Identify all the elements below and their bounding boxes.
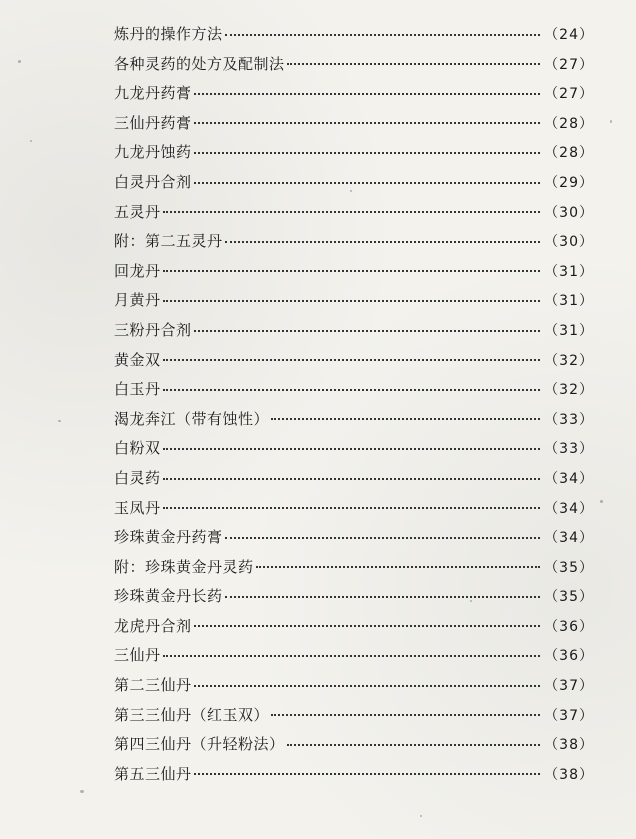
toc-entry-title: 第五三仙丹 bbox=[114, 764, 192, 783]
toc-entry-title: 第二三仙丹 bbox=[114, 676, 192, 695]
dot-leader bbox=[194, 685, 541, 687]
toc-entry[interactable] bbox=[114, 612, 594, 642]
toc-entry[interactable] bbox=[114, 79, 594, 109]
dot-leader bbox=[194, 625, 541, 627]
toc-entry-page: （34） bbox=[544, 470, 594, 487]
toc-entry-page: （35） bbox=[544, 589, 594, 606]
toc-entry-page: （35） bbox=[544, 559, 594, 576]
toc-entry-title: 白玉丹 bbox=[114, 380, 161, 399]
toc-entry-title: 各种灵药的处方及配制法 bbox=[114, 54, 285, 73]
toc-entry-title: 回龙丹 bbox=[114, 261, 161, 280]
dot-leader bbox=[287, 744, 541, 746]
dot-leader bbox=[225, 241, 541, 243]
dot-leader bbox=[163, 211, 541, 213]
paper-speck bbox=[80, 790, 84, 793]
dot-leader bbox=[225, 596, 541, 598]
toc-entry-page: （30） bbox=[544, 204, 594, 221]
toc-entry[interactable] bbox=[114, 286, 594, 316]
dot-leader bbox=[163, 478, 541, 480]
toc-entry[interactable] bbox=[114, 168, 594, 198]
dot-leader bbox=[194, 773, 541, 775]
toc-entry-title: 龙虎丹合剂 bbox=[114, 616, 192, 635]
dot-leader bbox=[194, 152, 541, 154]
toc-entry[interactable] bbox=[114, 582, 594, 612]
toc-entry[interactable] bbox=[114, 494, 594, 524]
toc-entry-title: 三粉丹合剂 bbox=[114, 320, 192, 339]
toc-entry-page: （31） bbox=[544, 293, 594, 310]
dot-leader bbox=[271, 418, 540, 420]
toc-entry-title: 附：第二五灵丹 bbox=[114, 232, 223, 251]
toc-entry-title: 炼丹的操作方法 bbox=[114, 25, 223, 43]
toc-entry[interactable] bbox=[114, 553, 594, 583]
toc-entry-title: 五灵丹 bbox=[114, 202, 161, 221]
dot-leader bbox=[271, 714, 540, 716]
toc-entry-page: （29） bbox=[544, 174, 594, 191]
toc-entry[interactable] bbox=[114, 523, 594, 553]
paper-speck bbox=[58, 420, 61, 422]
toc-entry-page: （37） bbox=[544, 678, 594, 695]
dot-leader bbox=[163, 507, 541, 509]
toc-entry-title: 第三三仙丹（红玉双） bbox=[114, 705, 270, 724]
dot-leader bbox=[225, 537, 541, 539]
toc-entry-page: （28） bbox=[544, 115, 594, 132]
toc-entry-page: （34） bbox=[544, 530, 594, 547]
toc-entry[interactable] bbox=[114, 641, 594, 671]
dot-leader bbox=[194, 330, 541, 332]
toc-entry[interactable] bbox=[114, 227, 594, 257]
toc-entry-page: （33） bbox=[544, 441, 594, 458]
toc-entry-title: 第四三仙丹（升轻粉法） bbox=[114, 735, 285, 754]
toc-entry-title: 月黄丹 bbox=[114, 291, 161, 310]
dot-leader bbox=[194, 122, 541, 124]
dot-leader bbox=[163, 270, 541, 272]
dot-leader bbox=[163, 655, 541, 657]
toc-entry-title: 黄金双 bbox=[114, 350, 161, 369]
toc-entry[interactable] bbox=[114, 138, 594, 168]
toc-entry-title: 白灵药 bbox=[114, 468, 161, 487]
toc-entry[interactable] bbox=[114, 464, 594, 494]
toc-entry-title: 白灵丹合剂 bbox=[114, 172, 192, 191]
toc-entry[interactable] bbox=[114, 346, 594, 376]
toc-entry-title: 三仙丹 bbox=[114, 646, 161, 665]
toc-entry[interactable] bbox=[114, 20, 594, 50]
toc-entry-title: 珍珠黄金丹长药 bbox=[114, 587, 223, 606]
paper-speck bbox=[610, 120, 612, 123]
toc-entry[interactable] bbox=[114, 760, 594, 790]
dot-leader bbox=[194, 93, 541, 95]
toc-entry-title: 三仙丹药膏 bbox=[114, 113, 192, 132]
toc-entry-title: 九龙丹药膏 bbox=[114, 84, 192, 103]
toc-entry-page: （38） bbox=[544, 737, 594, 754]
dot-leader bbox=[256, 566, 541, 568]
toc-entry-page: （27） bbox=[544, 56, 594, 73]
toc-entry-page: （30） bbox=[544, 234, 594, 251]
toc-entry-page: （27） bbox=[544, 86, 594, 103]
toc-entry[interactable] bbox=[114, 257, 594, 287]
toc-entry-page: （32） bbox=[544, 352, 594, 369]
toc-entry-title: 九龙丹蚀药 bbox=[114, 143, 192, 162]
toc-entry-page: （36） bbox=[544, 618, 594, 635]
toc-entry-title: 附：珍珠黄金丹灵药 bbox=[114, 557, 254, 576]
dot-leader bbox=[194, 182, 541, 184]
dot-leader bbox=[163, 389, 541, 391]
toc-entry-title: 玉凤丹 bbox=[114, 498, 161, 517]
toc-entry-page: （28） bbox=[544, 145, 594, 162]
paper-speck bbox=[420, 815, 422, 817]
paper-speck bbox=[600, 500, 603, 503]
toc-entry-page: （32） bbox=[544, 382, 594, 399]
dot-leader bbox=[225, 34, 541, 36]
paper-speck bbox=[18, 60, 21, 63]
toc-entry-page: （38） bbox=[544, 766, 594, 783]
toc-entry[interactable] bbox=[114, 671, 594, 701]
toc-entry-title: 珍珠黄金丹药膏 bbox=[114, 528, 223, 547]
toc-entry[interactable] bbox=[114, 375, 594, 405]
dot-leader bbox=[163, 448, 541, 450]
toc-entry-page: （31） bbox=[544, 263, 594, 280]
toc-entry-page: （34） bbox=[544, 500, 594, 517]
dot-leader bbox=[163, 359, 541, 361]
toc-entry-title: 渴龙奔江（带有蚀性） bbox=[114, 409, 270, 428]
toc-entry[interactable] bbox=[114, 50, 594, 80]
toc-entry[interactable] bbox=[114, 405, 594, 435]
toc-entry-page: （31） bbox=[544, 322, 594, 339]
table-of-contents bbox=[114, 20, 594, 789]
toc-entry-page: （24） bbox=[544, 27, 594, 43]
toc-entry-page: （33） bbox=[544, 411, 594, 428]
toc-entry[interactable] bbox=[114, 198, 594, 228]
toc-entry[interactable] bbox=[114, 109, 594, 139]
toc-entry-page: （37） bbox=[544, 707, 594, 724]
toc-entry-page: （36） bbox=[544, 648, 594, 665]
toc-entry[interactable] bbox=[114, 434, 594, 464]
dot-leader bbox=[287, 63, 541, 65]
toc-entry-title: 白粉双 bbox=[114, 439, 161, 458]
toc-entry[interactable] bbox=[114, 701, 594, 731]
toc-entry[interactable] bbox=[114, 316, 594, 346]
paper-speck bbox=[30, 140, 32, 142]
toc-entry[interactable] bbox=[114, 730, 594, 760]
dot-leader bbox=[163, 300, 541, 302]
